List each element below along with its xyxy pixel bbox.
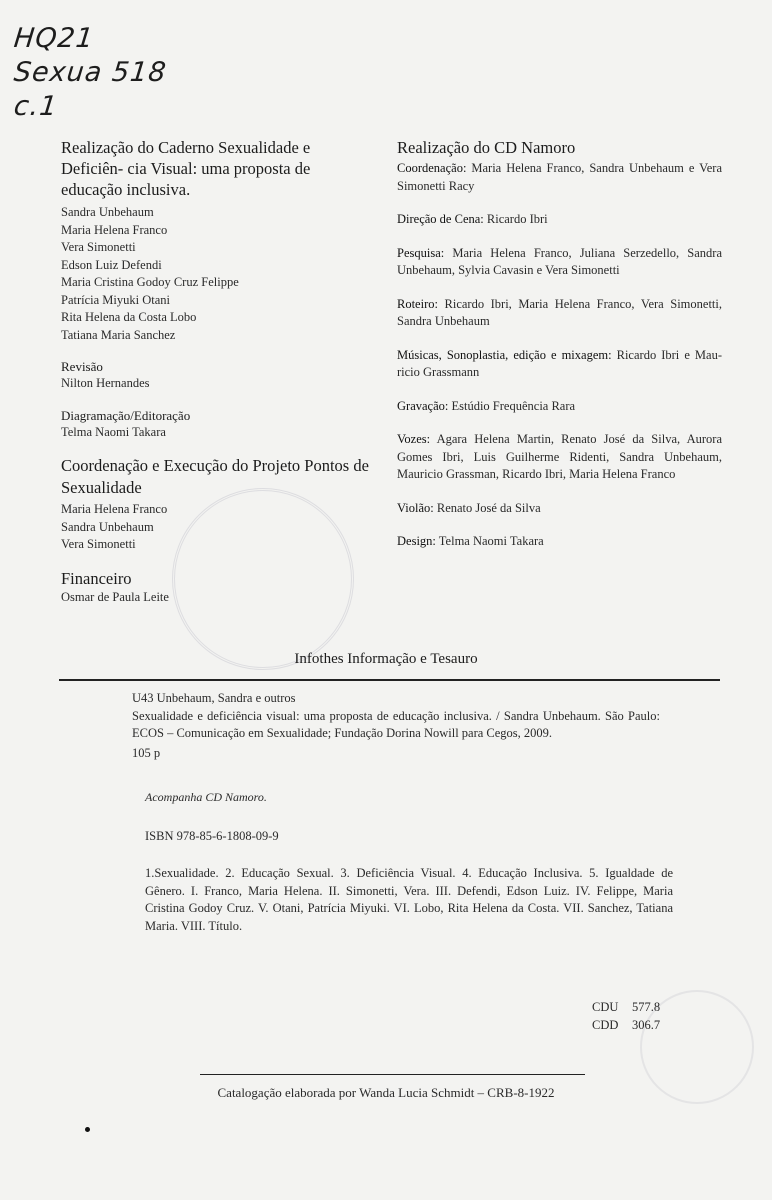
credit-name: Maria Cristina Godoy Cruz Felippe	[61, 275, 239, 289]
cd-credit: Direção de Cena: Ricardo Ibri	[397, 212, 548, 226]
handwritten-line-3: c.1	[12, 91, 60, 122]
infothes-heading: Infothes Informação e Tesauro	[294, 651, 478, 667]
ink-dot	[85, 1127, 90, 1132]
coordenacao-heading: Coordenação e Execução do Projeto Pontos de Sexualidade	[61, 456, 369, 497]
cd-credit: Design: Telma Naomi Takara	[397, 534, 544, 548]
cataloging-credit: Catalogação elaborada por Wanda Lucia Schmidt – CRB-8-1922	[217, 1085, 555, 1100]
credit-name: Sandra Unbehaum	[61, 519, 154, 534]
cd-credit: Vozes: Agara Helena Martin, Renato José da Silva, Aurora Gomes Ibri, Luis Guilherme Ridenti, Sandra Unbehaum, Mauricio Grassman, Ricardo Ibri, Maria Helena Franco	[397, 432, 722, 481]
catalog-pages: 105 p	[132, 745, 161, 760]
financeiro-name: Osmar de Paula Leite	[61, 589, 169, 604]
credit-name: Rita Helena da Costa Lobo	[61, 310, 197, 324]
classification-codes	[592, 998, 660, 1034]
catalog-card	[132, 690, 673, 935]
catalog-entry: U43 Unbehaum, Sandra e outros	[132, 691, 296, 705]
diagramacao-heading: Diagramação/Editoração	[61, 407, 191, 423]
handwritten-call-number	[14, 22, 167, 124]
credit-name: Vera Simonetti	[61, 240, 136, 254]
handwritten-line-1: HQ21	[12, 23, 96, 54]
cd-credit: Violão: Renato José da Silva	[397, 500, 541, 515]
caderno-heading: Realização do Caderno Sexualidade e Deficiên- cia Visual: uma proposta de educação inclusiva.	[61, 138, 311, 199]
financeiro-heading: Financeiro	[61, 568, 132, 588]
cd-heading: Realização do CD Namoro	[397, 138, 576, 157]
credit-name: Vera Simonetti	[61, 537, 136, 551]
cd-credit: Pesquisa: Maria Helena Franco, Juliana Serzedello, Sandra Unbehaum, Sylvia Cavasin e Vera Simonetti	[397, 245, 722, 277]
credit-name: Maria Helena Franco	[61, 502, 168, 516]
handwritten-line-2: Sexua 518	[12, 57, 169, 88]
right-column	[397, 137, 722, 551]
credit-name: Patrícia Miyuki Otani	[61, 292, 171, 307]
cdu-value: 577.8	[632, 1000, 661, 1014]
revisao-heading: Revisão	[61, 359, 103, 374]
catalog-isbn: ISBN 978-85-6-1808-09-9	[145, 828, 279, 843]
credit-name: Edson Luiz Defendi	[61, 257, 162, 272]
credit-name: Maria Helena Franco	[61, 222, 168, 237]
catalog-note: Acompanha CD Namoro.	[145, 790, 267, 804]
left-column	[61, 137, 373, 606]
cd-credit: Músicas, Sonoplastia, edição e mixagem: Ricardo Ibri e Mau- ricio Grassmann	[397, 347, 722, 379]
catalog-description: Sexualidade e deficiência visual: uma proposta de educação inclusiva. / Sandra Unbehaum. São Paulo: ECOS – Comunicação em Sexualidade; Fundação Dorina Nowill para Cegos, 2009.	[132, 708, 660, 740]
footer-divider	[200, 1074, 585, 1075]
catalog-subjects: 1.Sexualidade. 2. Educação Sexual. 3. Deficiência Visual. 4. Educação Inclusiva. 5. Igualdade de Gênero. I. Franco, Maria Helena. II. Simonetti, Vera. III. Defendi, Edson Luiz. IV. Felippe, Maria Cristina Godoy Cruz. V. Otani, Patrícia Miyuki. VI. Lobo, Rita Helena da Costa. VII. Sanchez, Tatiana Maria. VIII. Título.	[145, 866, 673, 933]
cd-credit: Gravação: Estúdio Frequência Rara	[397, 398, 576, 413]
revisao-name: Nilton Hernandes	[61, 376, 150, 390]
credit-name: Sandra Unbehaum	[61, 205, 154, 219]
divider	[59, 679, 720, 681]
cd-credit: Coordenação: Maria Helena Franco, Sandra Unbehaum e Vera Simonetti Racy	[397, 161, 722, 193]
credit-name: Tatiana Maria Sanchez	[61, 327, 176, 342]
cdd-label: CDD	[592, 1018, 619, 1032]
diagramacao-name: Telma Naomi Takara	[61, 424, 166, 439]
cdd-value: 306.7	[632, 1018, 661, 1032]
cdu-label: CDU	[592, 1000, 619, 1014]
cd-credit: Roteiro: Ricardo Ibri, Maria Helena Franco, Vera Simonetti, Sandra Unbehaum	[397, 296, 722, 328]
